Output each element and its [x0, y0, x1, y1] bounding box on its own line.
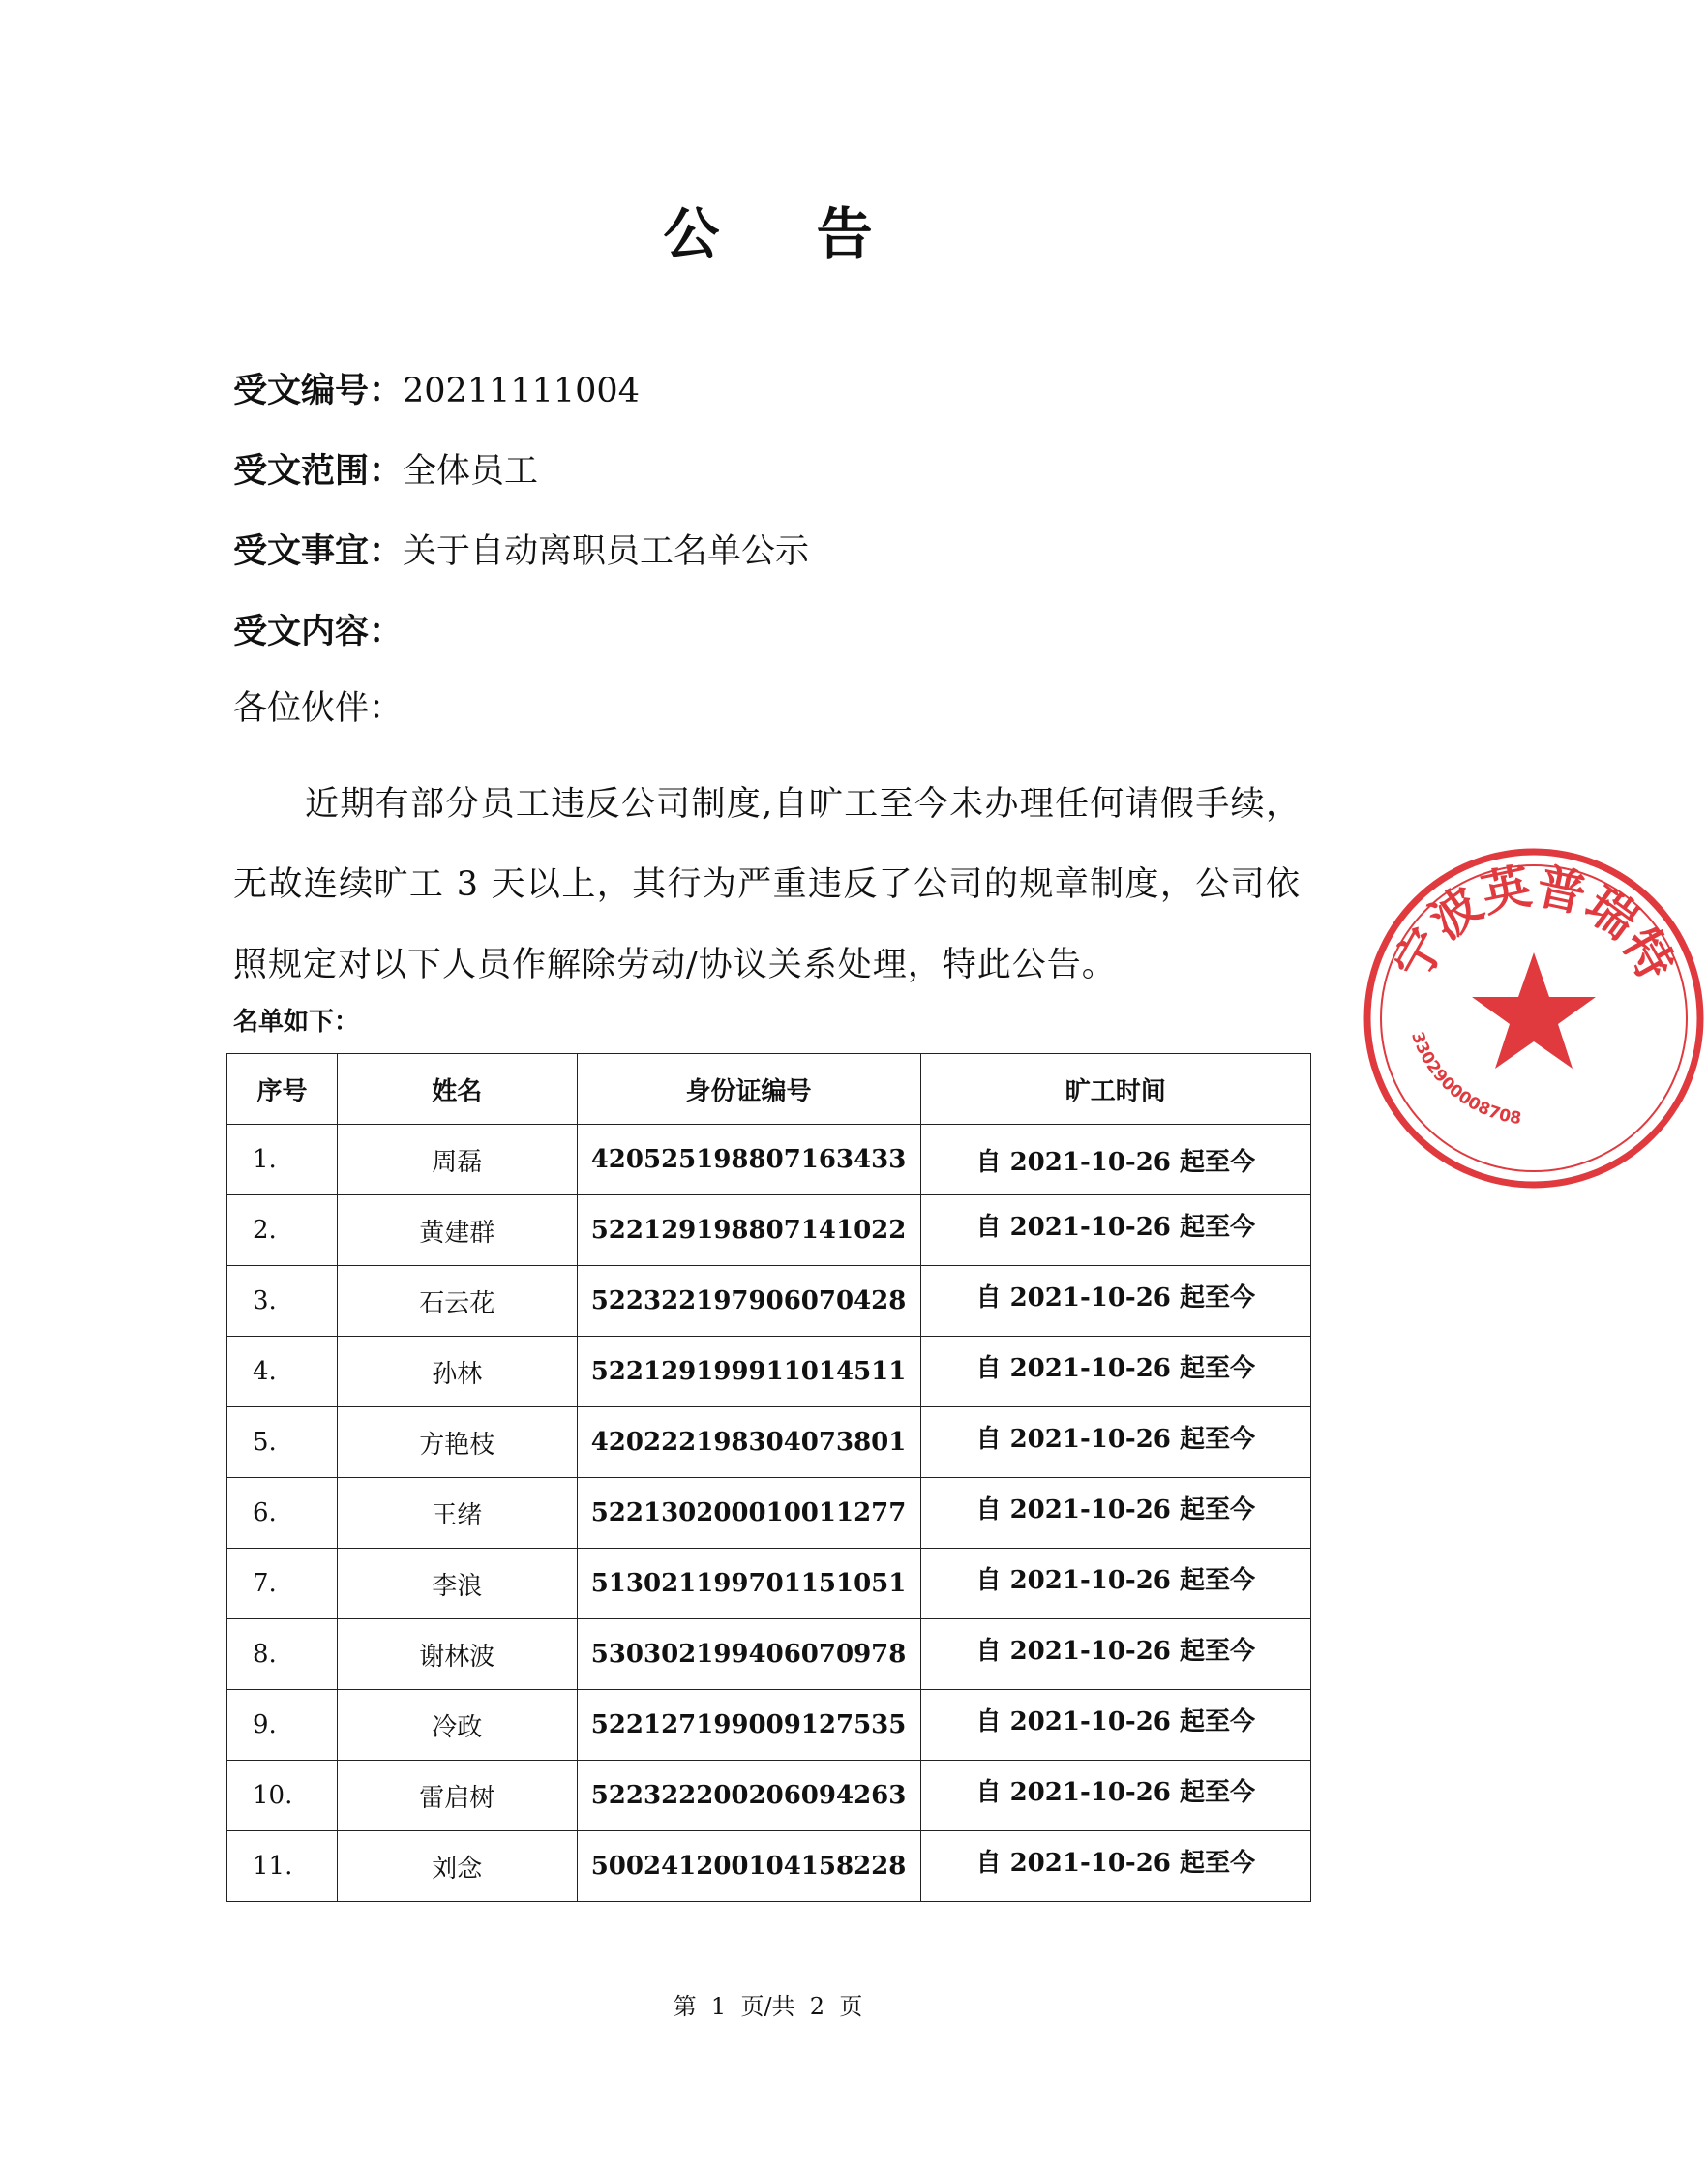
- header-cell: 身份证编号: [577, 1054, 920, 1125]
- id-number: 500241200104158228: [577, 1831, 920, 1902]
- scope-line: [233, 450, 538, 493]
- absence-period: 自 2021-10-26 起至今: [920, 1761, 1311, 1831]
- row-number: 7.: [227, 1549, 338, 1619]
- absence-period: 自 2021-10-26 起至今: [920, 1195, 1311, 1266]
- doc-number-value: 20211111004: [403, 372, 640, 410]
- id-number: 522322200206094263: [577, 1761, 920, 1831]
- employee-name: 石云花: [337, 1266, 577, 1337]
- subject-value: 关于自动离职员工名单公示: [403, 532, 810, 571]
- table-row: [227, 1478, 1311, 1549]
- absence-period: 自 2021-10-26 起至今: [920, 1407, 1311, 1478]
- row-number: 3.: [227, 1266, 338, 1337]
- row-number: 4.: [227, 1337, 338, 1407]
- id-number: 420222198304073801: [577, 1407, 920, 1478]
- table-header-row: [227, 1054, 1311, 1125]
- id-number: 513021199701151051: [577, 1549, 920, 1619]
- header-cell: 旷工时间: [920, 1054, 1311, 1125]
- employee-name: 李浪: [337, 1549, 577, 1619]
- id-number: 530302199406070978: [577, 1619, 920, 1690]
- page-footer: 第 1 页/共 2 页: [673, 1993, 863, 2020]
- table-row: [227, 1266, 1311, 1337]
- employee-name: 黄建群: [337, 1195, 577, 1266]
- absence-period: 自 2021-10-26 起至今: [920, 1549, 1311, 1619]
- employee-name: 周磊: [337, 1125, 577, 1195]
- doc-number-line: [233, 370, 640, 412]
- row-number: 5.: [227, 1407, 338, 1478]
- list-heading: 名单如下：: [233, 1008, 360, 1037]
- seal-code-text: 3302900008708: [1406, 1029, 1523, 1130]
- row-number: 2.: [227, 1195, 338, 1266]
- table-row: [227, 1195, 1311, 1266]
- employee-name: 刘念: [337, 1831, 577, 1902]
- row-number: 8.: [227, 1619, 338, 1690]
- subject-line: [233, 530, 809, 573]
- employee-name: 王绪: [337, 1478, 577, 1549]
- table-row: [227, 1761, 1311, 1831]
- id-number: 522129199911014511: [577, 1337, 920, 1407]
- header-cell: 姓名: [337, 1054, 577, 1125]
- absence-period: 自 2021-10-26 起至今: [920, 1690, 1311, 1761]
- table-row: [227, 1337, 1311, 1407]
- row-number: 6.: [227, 1478, 338, 1549]
- row-number: 10.: [227, 1761, 338, 1831]
- row-number: 9.: [227, 1690, 338, 1761]
- doc-number-label: 受文编号：: [233, 371, 404, 410]
- absence-period: 自 2021-10-26 起至今: [920, 1619, 1311, 1690]
- table-row: [227, 1619, 1311, 1690]
- notice-body: 近期有部分员工违反公司制度,自旷工至今未办理任何请假手续，无故连续旷工 3 天以上，其行为严重违反了公司的规章制度，公司依照规定对以下人员作解除劳动/协议关系处理，特此公告。: [233, 785, 1301, 984]
- id-number: 522322197906070428: [577, 1266, 920, 1337]
- page-title: 公 告: [663, 201, 912, 267]
- content-label: 受文内容：: [233, 612, 404, 651]
- subject-label: 受文事宜：: [233, 531, 404, 571]
- scope-label: 受文范围：: [233, 451, 404, 491]
- table-row: [227, 1125, 1311, 1195]
- dismissal-table: [226, 1053, 1311, 1902]
- id-number: 522127199009127535: [577, 1690, 920, 1761]
- header-cell: 序号: [227, 1054, 338, 1125]
- table-row: [227, 1407, 1311, 1478]
- table-row: [227, 1690, 1311, 1761]
- company-seal: [1360, 844, 1708, 1192]
- employee-name: 雷启树: [337, 1761, 577, 1831]
- table-row: [227, 1831, 1311, 1902]
- table-row: [227, 1549, 1311, 1619]
- employee-name: 谢林波: [337, 1619, 577, 1690]
- id-number: 522129198807141022: [577, 1195, 920, 1266]
- id-number: 522130200010011277: [577, 1478, 920, 1549]
- absence-period: 自 2021-10-26 起至今: [920, 1478, 1311, 1549]
- greeting: 各位伙伴：: [233, 689, 404, 728]
- row-number: 11.: [227, 1831, 338, 1902]
- row-number: 1.: [227, 1125, 338, 1195]
- seal-name-text: 宁波英普瑞特: [1383, 858, 1685, 989]
- absence-period: 自 2021-10-26 起至今: [920, 1831, 1311, 1902]
- seal-star-icon: [1472, 952, 1596, 1069]
- id-number: 420525198807163433: [577, 1125, 920, 1195]
- employee-name: 冷政: [337, 1690, 577, 1761]
- absence-period: 自 2021-10-26 起至今: [920, 1337, 1311, 1407]
- absence-period: 自 2021-10-26 起至今: [920, 1125, 1311, 1195]
- employee-name: 方艳枝: [337, 1407, 577, 1478]
- employee-name: 孙林: [337, 1337, 577, 1407]
- content-line: [233, 611, 403, 653]
- seal-graphic: [1367, 852, 1700, 1185]
- absence-period: 自 2021-10-26 起至今: [920, 1266, 1311, 1337]
- scope-value: 全体员工: [403, 452, 539, 491]
